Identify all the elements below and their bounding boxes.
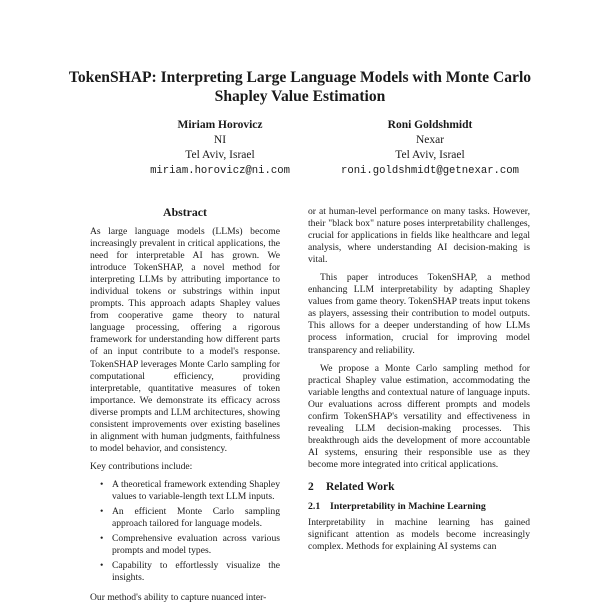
list-item: • An efficient Monte Carlo sampling approach tailored for language models.	[100, 506, 280, 530]
author-location: Tel Aviv, Israel	[395, 149, 465, 162]
paper-title	[40, 68, 560, 106]
paragraph: Interpretability in machine learning has gained significant attention as models become increasingly complex. Methods for explaining AI systems can	[308, 517, 530, 553]
title-line-1: TokenSHAP: Interpreting Large Language Models with Monte Carlo	[68, 69, 532, 86]
list-item: • Capability to effortlessly visualize the insights.	[100, 560, 280, 584]
bullet-icon: •	[100, 478, 104, 490]
author-name: Miriam Horovicz	[177, 119, 263, 131]
list-item: • A theoretical framework extending Shapley values to variable-length text LLM inputs.	[100, 478, 280, 502]
abstract-heading: Abstract	[163, 205, 207, 219]
author-name: Roni Goldshmidt	[387, 119, 473, 131]
author-affiliation: NI	[213, 134, 227, 147]
subsection-heading	[308, 501, 530, 513]
contributions-intro: Key contributions include:	[90, 460, 193, 472]
paragraph: We propose a Monte Carlo sampling method for practical Shapley value estimation, accommodating the variable lengths and contextual nature of language inputs. Our evaluations across different prompts and models confirm TokenSHAP's versatility and effectiveness in revealing LLM decision-making processes. This breakthrough aids the development of more accountable AI systems, ensuring their responsible use as they become more integrated into critical applications.	[308, 362, 530, 470]
abstract-continuation: Our method's ability to capture nuanced inter-	[90, 592, 267, 604]
bullet-icon: •	[100, 506, 104, 518]
subsection-title: Interpretability in Machine Learning	[330, 501, 486, 513]
right-column	[308, 206, 530, 553]
list-item: • Comprehensive evaluation across various prompts and model types.	[100, 533, 280, 557]
author-affiliation: Nexar	[415, 134, 445, 147]
author-email: roni.goldshmidt@getnexar.com	[340, 164, 519, 177]
paragraph: This paper introduces TokenSHAP, a method enhancing LLM interpretability by adapting Shapley values from game theory. TokenSHAP treats input tokens as players, assessing their contribution to model outputs. This allows for a deeper understanding of how LLMs process information, crucial for improving model transparency and reliability.	[308, 272, 530, 356]
abstract-text: As large language models (LLMs) become increasingly prevalent in critical applications, the need for interpretable AI has grown. We introduce TokenSHAP, a novel method for interpreting LLMs by attributing importance to individual tokens or substrings within input prompts. This approach adapts Shapley values from cooperative game theory to natural language processing, offering a rigorous framework for understanding how different parts of an input contribute to a model's response. TokenSHAP leverages Monte Carlo sampling for computational efficiency, providing interpretable, quantitative measures of token importance. We demonstrate its efficacy across diverse prompts and LLM architectures, showing consistent improvements over existing baselines in alignment with human judgments, faithfulness to model behavior, and consistency.	[90, 226, 280, 454]
section-number: 2	[308, 480, 314, 493]
author-location: Tel Aviv, Israel	[185, 149, 255, 162]
section-title: Related Work	[326, 480, 395, 493]
contributions-list	[90, 479, 280, 584]
author-block-1	[140, 118, 300, 179]
abstract-column	[90, 226, 280, 604]
bullet-icon: •	[100, 533, 104, 545]
bullet-icon: •	[100, 560, 104, 572]
title-line-2: Shapley Value Estimation	[214, 88, 386, 105]
author-block-2	[340, 118, 520, 179]
paragraph: or at human-level performance on many tasks. However, their "black box" nature poses interpretability challenges, crucial for applications in fields like healthcare and legal analysis, where understanding AI decision-making is vital.	[308, 206, 530, 266]
subsection-number: 2.1	[308, 501, 321, 513]
author-email: miriam.horovicz@ni.com	[150, 164, 290, 177]
section-heading	[308, 481, 530, 493]
